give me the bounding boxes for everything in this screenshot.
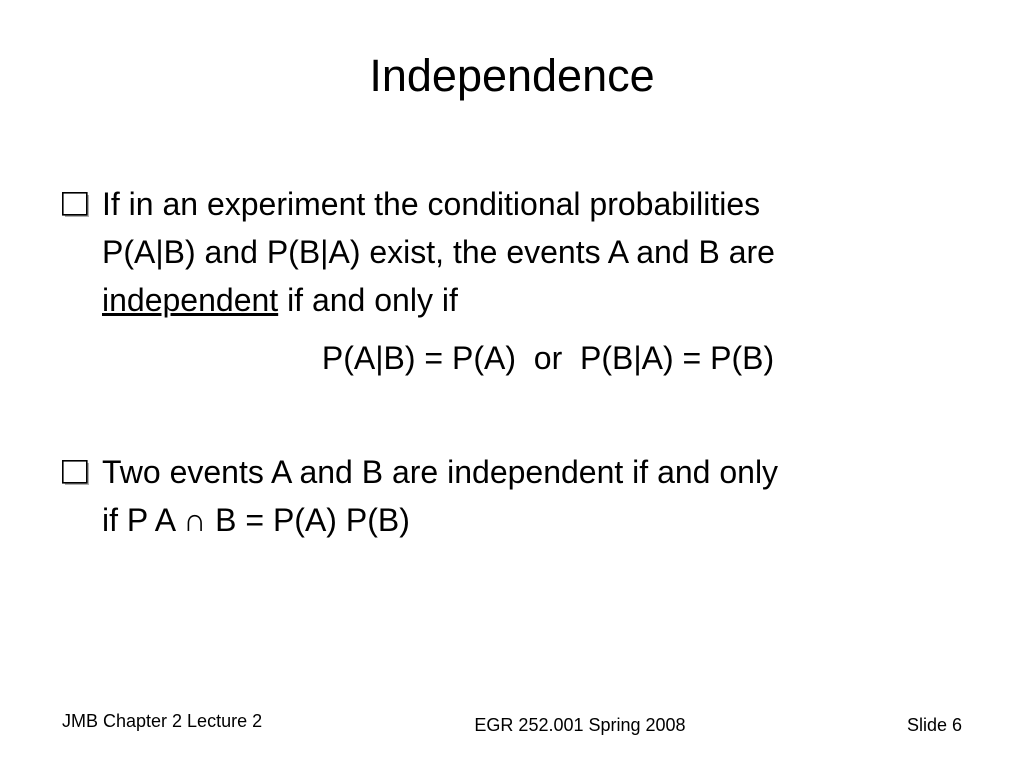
footer-left-text: JMB Chapter 2 Lecture 2 bbox=[62, 711, 263, 731]
underlined-term: independent bbox=[102, 282, 279, 318]
bullet-text-line-2: if P A ∩ B = P(A) P(B) bbox=[102, 502, 410, 538]
checkbox-icon bbox=[62, 192, 92, 220]
bullet-text-line-1: Two events A and B are independent if and only bbox=[102, 454, 779, 490]
bullet-line bbox=[62, 448, 962, 496]
slide-title: Independence bbox=[369, 50, 655, 101]
bullet-line bbox=[62, 276, 962, 324]
bullet-line bbox=[62, 180, 962, 228]
bullet-text-line-1: If in an experiment the conditional probabilities bbox=[102, 186, 761, 222]
checkbox-icon bbox=[62, 460, 92, 488]
bullet-text-line-2: P(A|B) and P(B|A) exist, the events A and B are bbox=[102, 234, 775, 270]
independence-formula: P(A|B) = P(A) or P(B|A) = P(B) bbox=[321, 340, 775, 376]
slide-number: Slide 6 bbox=[906, 715, 962, 735]
bullet-item-intersection-rule bbox=[62, 448, 962, 544]
bullet-text-line-3: if and only if bbox=[278, 282, 458, 318]
bullet-line bbox=[62, 228, 962, 276]
bullet-item-independence-definition bbox=[62, 180, 962, 324]
bullet-line bbox=[62, 496, 962, 544]
footer-center-text: EGR 252.001 Spring 2008 bbox=[474, 715, 686, 735]
